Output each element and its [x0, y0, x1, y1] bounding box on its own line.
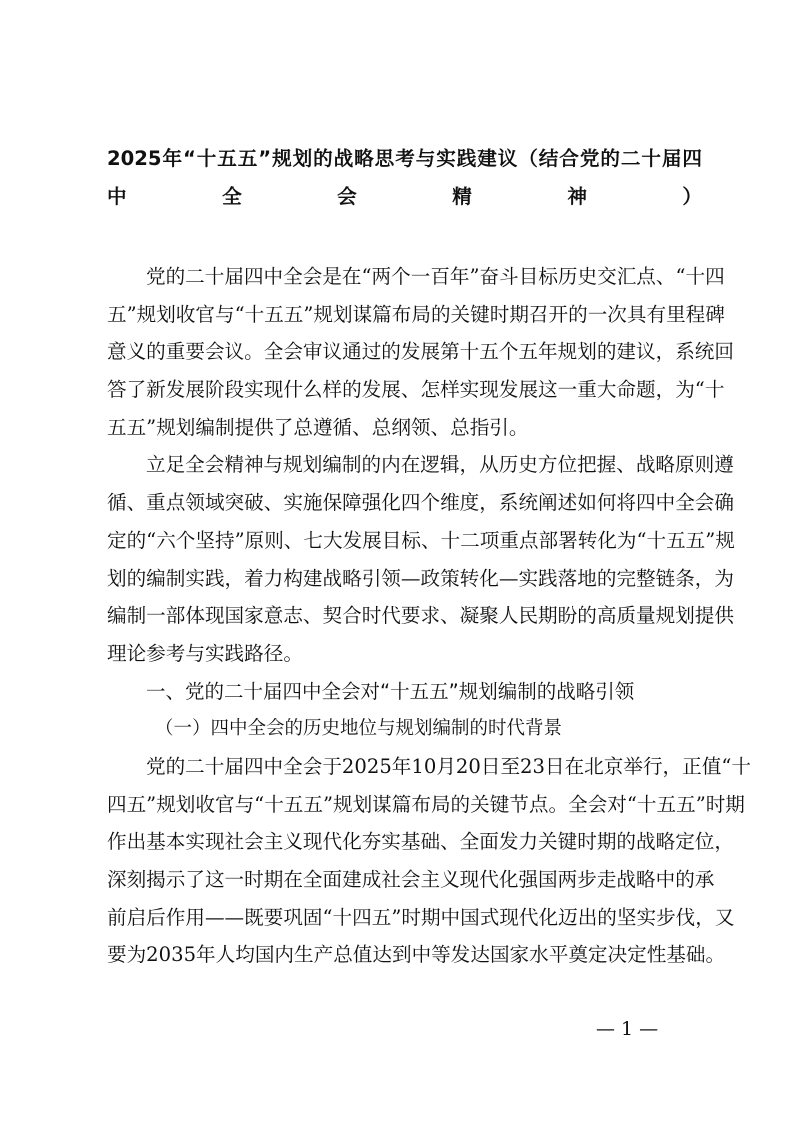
text-line: 立足全会精神与规划编制的内在逻辑，从历史方位把握、战略原则遵	[146, 453, 734, 477]
text-line: 理论参考与实践路径。	[107, 641, 303, 665]
text-line: 前启后作用——既要巩固“十四五”时期中国式现代化迈出的坚实步伐，又	[107, 905, 735, 929]
text-line: 定的“六个坚持”原则、七大发展目标、十二项重点部署转化为“十五五”规	[107, 528, 735, 552]
text-line: 五五”规划编制提供了总遵循、总纲领、总指引。	[107, 415, 529, 439]
subsection-heading: （一）四中全会的历史地位与规划编制的时代背景	[155, 718, 563, 740]
text-line: 作出基本实现社会主义现代化夯实基础、全面发力关键时期的战略定位，	[107, 830, 734, 854]
document-body	[107, 258, 751, 974]
paragraph-approach	[107, 446, 735, 672]
text-line: 编制一部体现国家意志、契合时代要求、凝聚人民期盼的高质量规划提供	[107, 604, 734, 628]
paragraph-intro	[107, 258, 734, 446]
text-line: 五”规划收官与“十五五”规划谋篇布局的关键时期召开的一次具有里程碑	[107, 302, 725, 326]
paragraph-background	[107, 748, 751, 974]
text-line: 划的编制实践，着力构建战略引领—政策转化—实践落地的完整链条，为	[107, 566, 734, 590]
title-line: 2025年“十五五”规划的战略思考与实践建议（结合党的二十届四	[107, 147, 702, 170]
text-line: 意义的重要会议。全会审议通过的发展第十五个五年规划的建议，系统回	[107, 340, 734, 364]
text-line: 党的二十届四中全会于2025年10月20日至23日在北京举行，正值“十	[146, 754, 751, 778]
text-line: 要为2035年人均国内生产总值达到中等发达国家水平奠定决定性基础。	[107, 943, 726, 967]
title-line: 中全会精神）	[107, 184, 702, 208]
text-line: 深刻揭示了这一时期在全面建成社会主义现代化强国两步走战略中的承	[107, 868, 715, 891]
text-line: 四五”规划收官与“十五五”规划谋篇布局的关键节点。全会对“十五五”时期	[107, 792, 745, 816]
text-line: 循、重点领域突破、实施保障强化四个维度，系统阐述如何将四中全会确	[107, 491, 734, 515]
document-title	[107, 140, 702, 215]
text-line: 答了新发展阶段实现什么样的发展、怎样实现发展这一重大命题，为“十	[107, 378, 725, 402]
text-line: 党的二十届四中全会是在“两个一百年”奋斗目标历史交汇点、“十四	[146, 265, 725, 288]
section-heading: 一、党的二十届四中全会对“十五五”规划编制的战略引领	[146, 679, 635, 703]
page-number: — 1 —	[596, 1018, 659, 1040]
